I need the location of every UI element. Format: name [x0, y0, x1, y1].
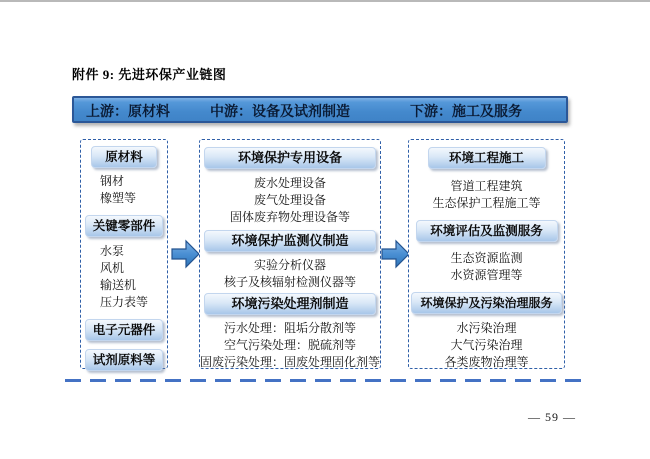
section-header-reagent-materials: 试剂原料等 [85, 349, 163, 371]
list-item: 固体废弃物处理设备等 [229, 210, 350, 224]
list-item: 水泵 [100, 244, 125, 258]
flow-arrow-icon [171, 238, 200, 270]
list-item: 空气污染处理：脱硫剂等 [223, 338, 356, 352]
list-item: 输送机 [100, 278, 137, 292]
list-item: 生态保护工程施工等 [432, 196, 541, 210]
stage-label-upstream: 上游：原材料 [86, 105, 170, 120]
list-item: 水污染治理 [456, 321, 517, 335]
list-item: 废水处理设备 [253, 176, 326, 190]
section-header-engineering-construction: 环境工程施工 [428, 147, 546, 169]
section-header-treatment-agents: 环境污染处理剂制造 [204, 293, 376, 315]
midstream-box [199, 139, 381, 369]
section-header-pollution-control-services: 环境保护及污染治理服务 [411, 292, 562, 314]
list-item: 核子及核辐射检测仪器等 [223, 275, 356, 289]
list-item: 各类废物治理等 [444, 355, 529, 369]
list-item: 橡塑等 [100, 191, 137, 205]
flow-arrow-icon [381, 238, 410, 270]
industry-stage-bar [72, 96, 568, 123]
list-item: 水资源管理等 [450, 268, 523, 282]
list-item: 大气污染治理 [450, 338, 523, 352]
list-item: 污水处理：阻垢分散剂等 [223, 321, 356, 335]
section-header-assessment-monitoring: 环境评估及监测服务 [416, 220, 558, 242]
list-item: 生态资源监测 [450, 251, 523, 265]
page-number: — 59 — [528, 410, 576, 424]
stage-label-midstream: 中游：设备及试剂制造 [210, 105, 350, 120]
section-header-electronics: 电子元器件 [85, 319, 163, 341]
list-item: 压力表等 [100, 295, 149, 309]
section-header-special-equipment: 环境保护专用设备 [204, 147, 376, 169]
list-item: 风机 [100, 261, 125, 275]
section-header-key-parts: 关键零部件 [85, 215, 163, 237]
attachment-title: 附件 9: 先进环保产业链图 [72, 67, 227, 82]
stage-label-downstream: 下游：施工及服务 [410, 105, 522, 120]
section-header-raw-materials: 原材料 [91, 146, 157, 168]
downstream-box [408, 139, 565, 369]
list-item: 管道工程建筑 [450, 179, 523, 193]
dashed-separator-line [65, 379, 590, 382]
list-item: 实验分析仪器 [253, 258, 326, 272]
upstream-box [80, 139, 168, 369]
list-item: 钢材 [100, 174, 125, 188]
list-item: 废气处理设备 [253, 193, 326, 207]
list-item: 固废污染处理：固废处理固化剂等 [200, 355, 381, 369]
section-header-monitoring-instruments: 环境保护监测仪制造 [204, 230, 376, 252]
